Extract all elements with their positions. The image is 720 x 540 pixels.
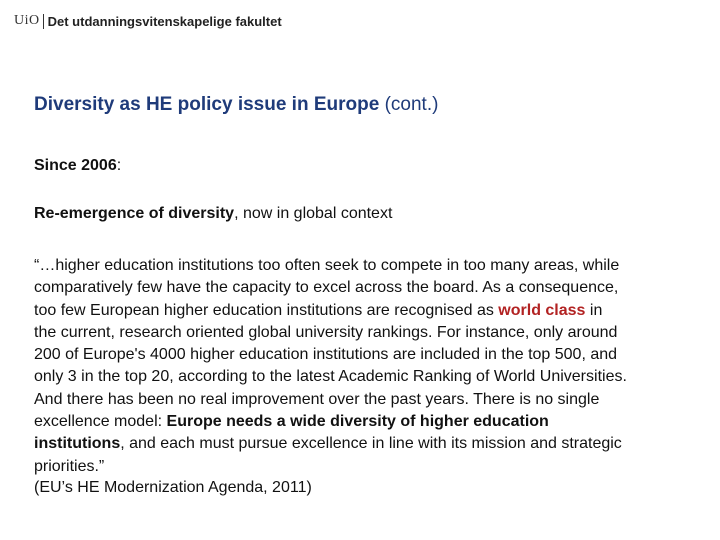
diversity-emphasis: Europe needs a wide diversity of higher education — [166, 413, 549, 431]
reemergence-bold: Re-emergence of diversity — [34, 205, 235, 222]
quote-text: only 3 in the top 20, according to the latest Academic Ranking of World Universities. — [34, 368, 627, 386]
quote-line — [34, 366, 706, 388]
reemergence-rest: , now in global context — [234, 205, 393, 222]
quote-text: comparatively few have the capacity to excel across the board. As a consequence, — [34, 279, 619, 297]
quote-line — [34, 255, 706, 277]
quote-text: in — [585, 301, 603, 319]
uio-logo: UiO — [14, 13, 40, 28]
quote-line — [34, 344, 706, 366]
diversity-emphasis-cont: institutions — [34, 435, 121, 453]
header-logo — [14, 10, 282, 32]
quote-text: too few European higher education institutions are recognised as — [34, 301, 499, 319]
quote-line — [34, 389, 706, 411]
faculty-name: Det utdanningsvitenskapelige fakultet — [47, 13, 282, 29]
quote-text: “…higher education institutions too often seek to compete in too many areas, while — [34, 257, 620, 274]
quote-citation: (EU’s HE Modernization Agenda, 2011) — [34, 479, 312, 496]
quote-text: , and each must pursue excellence in line with its mission and strategic — [120, 435, 622, 453]
world-class-highlight: world class — [498, 301, 586, 319]
quote-text: excellence model: — [34, 413, 167, 431]
quote-line — [34, 411, 706, 433]
since-label: Since 2006 — [34, 157, 117, 174]
quote-line — [34, 433, 706, 455]
quote-text: And there has been no real improvement over the past years. There is no single — [34, 390, 600, 408]
reemergence-statement — [34, 204, 392, 224]
slide-title-main: Diversity as HE policy issue in Europe — [34, 94, 380, 115]
quote-line — [34, 322, 706, 344]
since-heading — [34, 156, 121, 176]
quote-line — [34, 456, 706, 478]
quote-line — [34, 300, 706, 322]
logo-divider — [43, 14, 44, 29]
slide-title-cont: (cont.) — [379, 94, 439, 115]
policy-quote — [34, 255, 706, 478]
since-colon: : — [116, 157, 122, 174]
quote-text: priorities.” — [34, 457, 105, 475]
quote-text: 200 of Europe's 4000 higher education institutions are included in the top 500, and — [34, 346, 618, 364]
quote-text: the current, research oriented global university rankings. For instance, only around — [34, 323, 618, 341]
slide-title — [34, 93, 438, 117]
quote-line — [34, 277, 706, 299]
